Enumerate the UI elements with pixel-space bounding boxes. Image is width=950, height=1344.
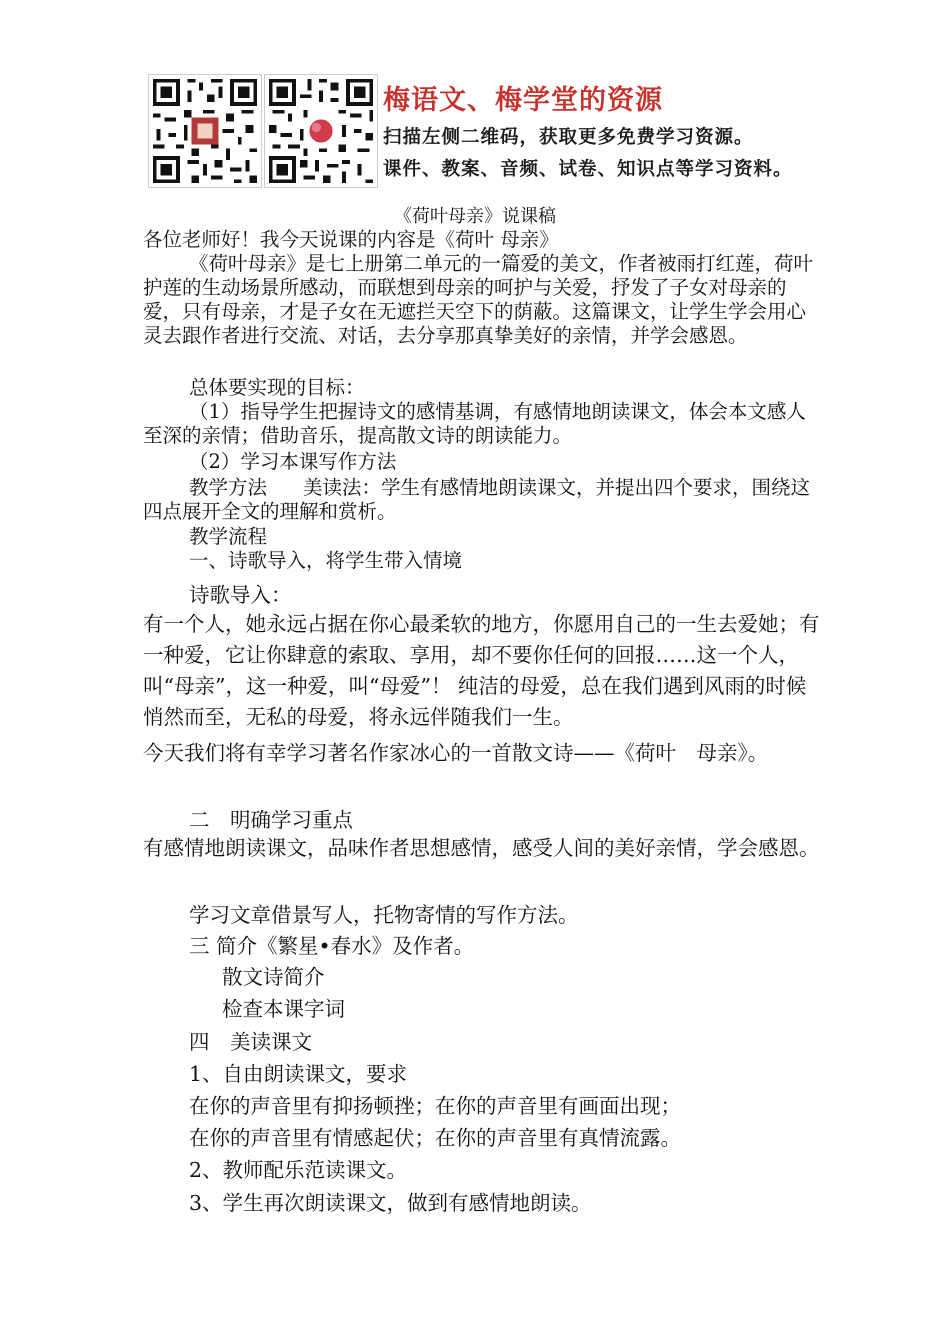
goal-heading-line — [143, 376, 823, 400]
requirement-1: 在你的声音里有抑扬顿挫；在你的声音里有画面出现； — [189, 1094, 681, 1118]
focus-1-paragraph — [143, 833, 823, 864]
poem-text: 有一个人，她永远占据在你心最柔软的地方，你愿用自己的一生去爱她；有一种爱，它让你肆意的索取、享用，却不要你任何的回报……这一个人，叫“母亲”，这一种爱，叫“母爱”！ 纯洁的母爱，总在我们遇到风雨的时候悄然而至，无私的母爱，将永远伴随我们一生。 — [143, 612, 820, 729]
goal-2-line — [143, 450, 823, 474]
focus-1: 有感情地朗读课文，品味作者思想感情，感受人间的美好亲情，学会感恩。 — [143, 836, 820, 860]
flow-heading-line — [143, 525, 823, 549]
greeting: 各位老师好！我今天说课的内容是《荷叶 母亲》 — [143, 228, 559, 251]
step-1-line — [143, 549, 823, 573]
step-3: 三 简介《繁星•春水》及作者。 — [189, 934, 475, 958]
requirement-2: 在你的声音里有情感起伏；在你的声音里有真情流露。 — [189, 1126, 681, 1150]
read-3: 3、学生再次朗读课文，做到有感情地朗读。 — [189, 1191, 592, 1215]
step-1: 一、诗歌导入，将学生带入情境 — [189, 549, 463, 572]
step-2: 二 明确学习重点 — [189, 808, 353, 832]
intro-paragraph — [143, 252, 823, 348]
goal-heading: 总体要实现的目标： — [189, 376, 365, 399]
read-1: 1、自由朗读课文，要求 — [189, 1062, 408, 1086]
sub-item-2: 检查本课字词 — [222, 997, 345, 1021]
method-text: 美读法：学生有感情地朗读课文，并提出四个要求，围绕这四点展开全文的理解和赏析。 — [143, 476, 811, 523]
qr-code-left — [148, 74, 262, 188]
poem-label: 诗歌导入： — [189, 583, 292, 607]
read-2: 2、教师配乐范读课文。 — [189, 1158, 408, 1182]
brand-description-line-1: 扫描左侧二维码，获取更多免费学习资源。 — [383, 127, 754, 148]
intro-text: 《荷叶母亲》是七上册第二单元的一篇爱的美文，作者被雨打红莲，荷叶护莲的生动场景所感动，而联想到母亲的呵护与关爱，抒发了子女对母亲的爱，只有母亲，才是子女在无遮拦天空下的荫蔽。这篇课文，让学生学会用心灵去跟作者进行交流、对话，去分享那真挚美好的亲情，并学会感恩。 — [143, 252, 814, 347]
brand-description-line-2: 课件、教案、音频、试卷、知识点等学习资料。 — [383, 159, 793, 180]
flow-heading: 教学流程 — [189, 525, 268, 548]
goal-2: （2）学习本课写作方法 — [189, 450, 397, 473]
focus-2: 学习文章借景写人，托物寄情的写作方法。 — [189, 903, 579, 927]
method-label: 教学方法 — [189, 476, 268, 499]
goal-1: （1）指导学生把握诗文的感情基调，有感情地朗读课文，体会本文感人至深的亲情；借助音乐，提高散文诗的朗读能力。 — [143, 400, 806, 447]
step-4: 四 美读课文 — [189, 1030, 312, 1054]
document-title: 《荷叶母亲》说课稿 — [394, 206, 556, 227]
today-paragraph — [143, 738, 823, 769]
teaching-method-paragraph — [143, 476, 823, 524]
poem-paragraph — [143, 609, 823, 733]
sub-item-1: 散文诗简介 — [222, 965, 325, 989]
brand-title: 梅语文、梅学堂的资源 — [383, 85, 663, 116]
today-text: 今天我们将有幸学习著名作家冰心的一首散文诗——《荷叶 母亲》。 — [143, 741, 769, 765]
goal-1-paragraph — [143, 400, 823, 448]
qr-code-right — [264, 74, 378, 188]
